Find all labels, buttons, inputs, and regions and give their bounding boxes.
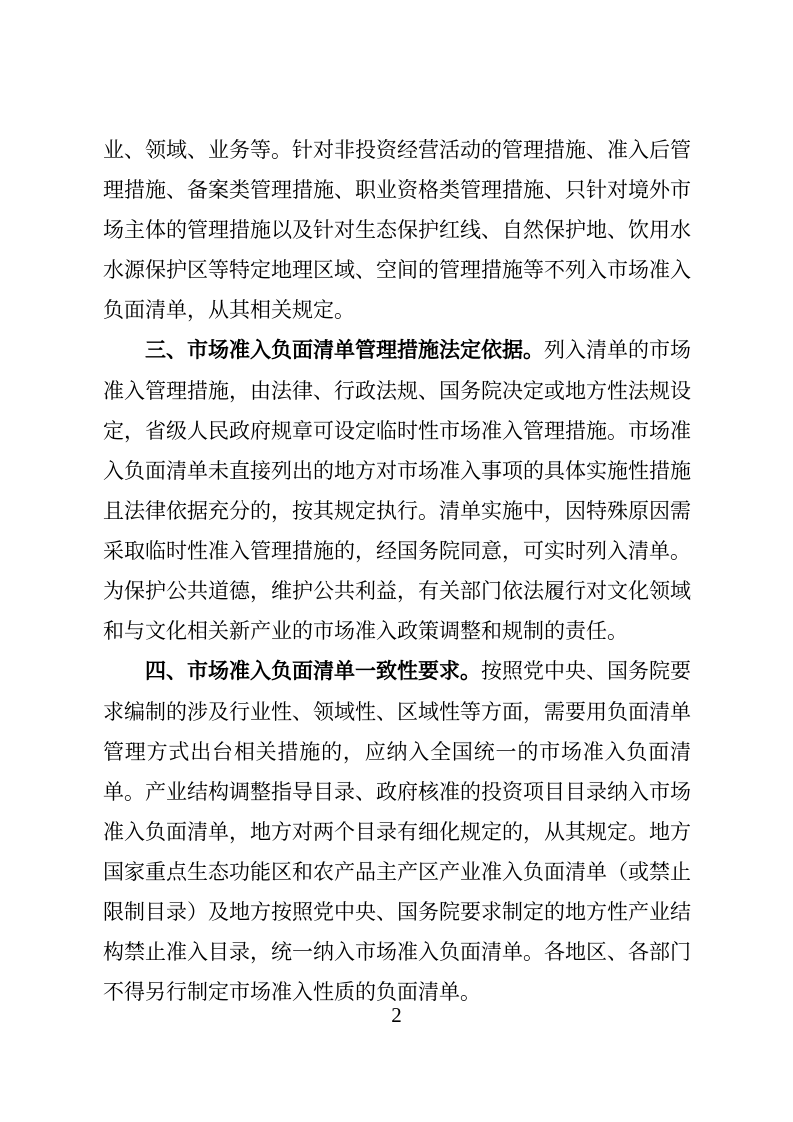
paragraph-heading: 三、市场准入负面清单管理措施法定依据。 — [145, 339, 544, 362]
paragraph — [103, 130, 691, 330]
paragraph-text: 列入清单的市场准入管理措施，由法律、行政法规、国务院决定或地方性法规设定，省级人民政府规章可设定临时性市场准入管理措施。市场准入负面清单未直接列出的地方对市场准入事项的具体实施性措施且法律依据充分的，按其规定执行。清单实施中，因特殊原因需采取临时性准入管理措施的，经国务院同意，可实时列入清单。为保护公共道德，维护公共利益，有关部门依法履行对文化领域和与文化相关新产业的市场准入政策调整和规制的责任。 — [103, 338, 691, 643]
page-number: 2 — [391, 1003, 402, 1027]
paragraph-text: 业、领域、业务等。针对非投资经营活动的管理措施、准入后管理措施、备案类管理措施、职业资格类管理措施、只针对境外市场主体的管理措施以及针对生态保护红线、自然保护地、饮用水水源保护区等特定地理区域、空间的管理措施等不列入市场准入负面清单，从其相关规定。 — [103, 138, 691, 322]
paragraph-text: 按照党中央、国务院要求编制的涉及行业性、领域性、区域性等方面，需要用负面清单管理方式出台相关措施的，应纳入全国统一的市场准入负面清单。产业结构调整指导目录、政府核准的投资项目目录纳入市场准入负面清单，地方对两个目录有细化规定的，从其规定。地方国家重点生态功能区和农产品主产区产业准入负面清单（或禁止限制目录）及地方按照党中央、国务院要求制定的地方性产业结构禁止准入目录，统一纳入市场准入负面清单。各地区、各部门不得另行制定市场准入性质的负面清单。 — [103, 659, 691, 1004]
paragraph-heading: 四、市场准入负面清单一致性要求。 — [145, 660, 481, 683]
paragraph — [103, 651, 691, 1012]
document-body — [103, 130, 691, 1012]
paragraph — [103, 330, 691, 651]
